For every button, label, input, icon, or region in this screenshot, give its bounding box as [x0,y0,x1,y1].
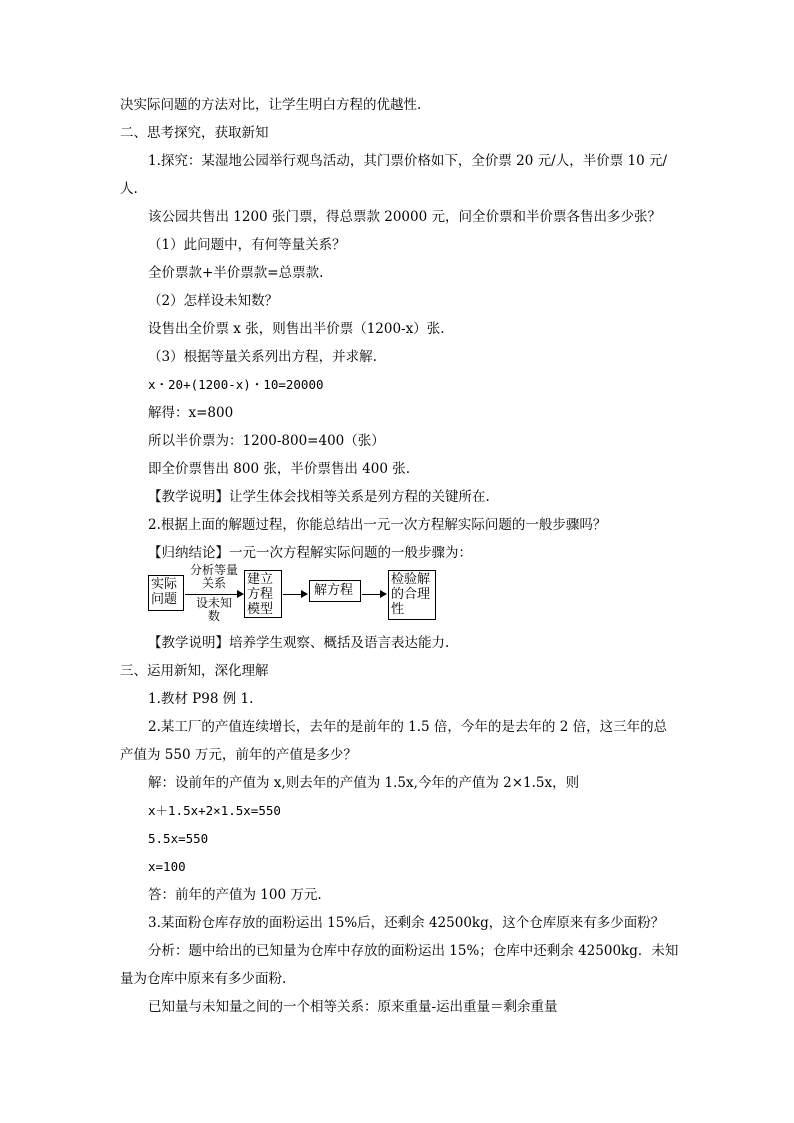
text-line: 即全价票售出 800 张，半价票售出 400 张. [148,461,410,477]
text-line: 1.探究：某湿地公园举行观鸟活动，其门票价格如下，全价票 20 元/人，半价票 10 元/ [148,153,667,169]
text-line: 3.某面粉仓库存放的面粉运出 15%后，还剩余 42500kg，这个仓库原来有多少面粉？ [148,915,665,931]
text-line: 2.某工厂的产值连续增长，去年的是前年的 1.5 倍，今年的是去年的 2 倍，这三年的总 [148,719,668,735]
text-line: 【教学说明】培养学生观察、概括及语言表达能力. [148,635,450,651]
text-line: 【归纳结论】一元一次方程解实际问题的一般步骤为： [148,545,472,561]
text-line: 解：设前年的产值为 x,则去年的产值为 1.5x,今年的产值为 2×1.5x，则 [148,775,580,791]
text-line: 2.根据上面的解题过程，你能总结出一元一次方程解实际问题的一般步骤吗？ [148,517,607,533]
flow-box-check-solution: 检验解的合理性 [388,570,436,620]
text-line: 量为仓库中原来有多少面粉. [120,971,287,987]
text-line: 已知量与未知量之间的一个相等关系：原来重量-运出重量＝剩余重量 [148,999,558,1015]
flow-label-analyze: 分析等量关系 [189,563,238,590]
text-line: 设售出全价票 x 张，则售出半价票（1200-x）张. [148,321,445,337]
text-line: 【教学说明】让学生体会找相等关系是列方程的关键所在. [148,489,490,505]
flow-arrow-line [185,594,237,595]
text-line: 解得：x=800 [148,405,234,421]
flow-arrow-line [362,594,380,595]
arrow-right-icon [301,590,308,598]
flow-box-actual-problem: 实际问题 [148,575,184,611]
flow-arrow-line [283,594,301,595]
text-line: 所以半价票为：1200-800=400（张） [148,433,385,449]
text-line: 产值为 550 万元，前年的产值是多少？ [120,747,357,763]
equation-line: 5.5x=550 [148,831,209,846]
text-line: 答：前年的产值为 100 万元. [148,887,322,903]
text-line: 人. [120,181,138,197]
equation-line: x＋1.5x+2×1.5x=550 [148,803,281,818]
text-line: 分析：题中给出的已知量为仓库中存放的面粉运出 15%；仓库中还剩余 42500kg．未知 [148,943,679,959]
flow-box-solve-equation: 解方程 [309,580,361,602]
equation-line: x=100 [148,859,186,874]
text-line: （3）根据等量关系列出方程，并求解. [148,349,377,365]
text-line: （1）此问题中，有何等量关系？ [148,237,346,253]
text-line: 该公园共售出 1200 张门票，得总票款 20000 元，问全价票和半价票各售出多少张？ [148,209,661,225]
arrow-right-icon [237,590,244,598]
text-line: 1.教材 P98 例 1. [148,691,254,707]
text-line: 全价票款+半价票款=总票款. [148,265,324,281]
equation-line: x・20+(1200-x)・10=20000 [148,377,324,392]
flow-label-set-unknown: 设未知数 [195,596,232,623]
arrow-right-icon [380,590,387,598]
text-line: （2）怎样设未知数？ [148,293,279,309]
section-heading: 三、运用新知，深化理解 [120,663,269,679]
text-line: 决实际问题的方法对比，让学生明白方程的优越性. [120,97,422,113]
section-heading: 二、思考探究，获取新知 [120,125,269,141]
flow-box-build-model: 建立方程模型 [244,570,282,618]
steps-flowchart [148,563,448,628]
